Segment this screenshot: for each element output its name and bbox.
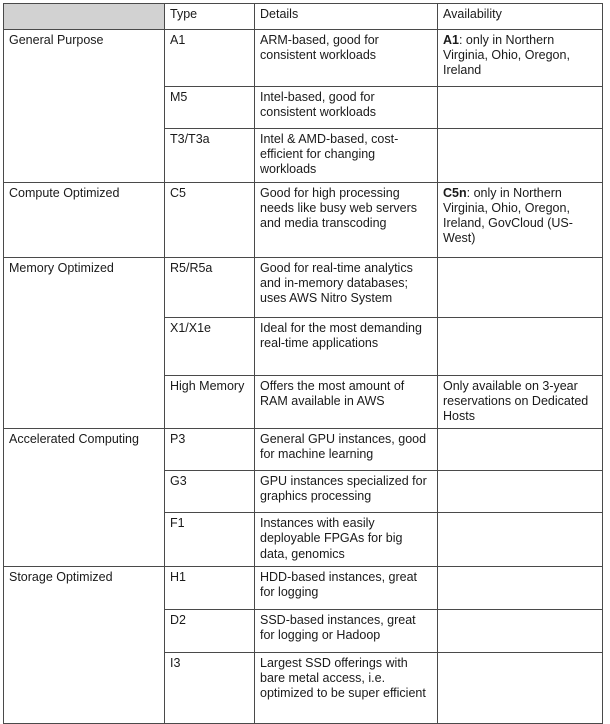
type-cell: C5 [165,182,255,257]
availability-cell [438,609,603,652]
availability-text: : only in Northern Virginia, Ohio, Oregon, Ireland, GovCloud (US-West) [443,185,573,246]
details-cell: Good for real-time analytics and in-memory databases; uses AWS Nitro System [255,257,438,317]
table-header-row [4,4,603,30]
details-cell: Offers the most amount of RAM available in AWS [255,375,438,429]
details-cell: Good for high processing needs like busy web servers and media transcoding [255,182,438,257]
availability-cell [438,429,603,471]
column-header-type: Type [165,4,255,30]
availability-cell [438,257,603,317]
availability-text: : only in Northern Virginia, Ohio, Oregon, Ireland [443,33,570,78]
details-cell: SSD-based instances, great for logging or Hadoop [255,609,438,652]
type-cell: G3 [165,471,255,513]
type-cell: X1/X1e [165,317,255,375]
table-row [4,429,603,471]
table-row [4,30,603,87]
column-header-details: Details [255,4,438,30]
availability-cell [438,471,603,513]
availability-cell [438,566,603,609]
availability-emphasis: C5n [443,185,467,200]
details-cell: GPU instances specialized for graphics processing [255,471,438,513]
type-cell: R5/R5a [165,257,255,317]
availability-cell [438,513,603,567]
type-cell: I3 [165,652,255,723]
category-cell-accelerated-computing: Accelerated Computing [4,429,165,567]
availability-text: Only available on 3-year reservations on Dedicated Hosts [443,378,589,424]
availability-cell [438,652,603,723]
details-cell: General GPU instances, good for machine learning [255,429,438,471]
availability-cell [438,30,603,87]
availability-cell [438,87,603,129]
category-cell-compute-optimized: Compute Optimized [4,182,165,257]
column-header-availability: Availability [438,4,603,30]
category-cell-general-purpose: General Purpose [4,30,165,183]
column-header-category [4,4,165,30]
category-cell-memory-optimized: Memory Optimized [4,257,165,429]
type-cell: D2 [165,609,255,652]
details-cell: Ideal for the most demanding real-time applications [255,317,438,375]
type-cell: A1 [165,30,255,87]
details-cell: Largest SSD offerings with bare metal access, i.e. optimized to be super efficient [255,652,438,723]
type-cell: F1 [165,513,255,567]
availability-cell [438,317,603,375]
type-cell: P3 [165,429,255,471]
details-cell: HDD-based instances, great for logging [255,566,438,609]
ec2-instance-types-table-container [3,3,602,724]
availability-cell [438,129,603,183]
ec2-instance-types-table [3,3,603,724]
type-cell: High Memory [165,375,255,429]
table-row [4,182,603,257]
table-row [4,566,603,609]
type-cell: T3/T3a [165,129,255,183]
table-row [4,257,603,317]
category-cell-storage-optimized: Storage Optimized [4,566,165,723]
table-header [4,4,603,30]
availability-cell [438,375,603,429]
availability-cell [438,182,603,257]
details-cell: ARM-based, good for consistent workloads [255,30,438,87]
type-cell: M5 [165,87,255,129]
details-cell: Instances with easily deployable FPGAs for big data, genomics [255,513,438,567]
availability-emphasis: A1 [443,33,459,47]
type-cell: H1 [165,566,255,609]
details-cell: Intel & AMD-based, cost-efficient for changing workloads [255,129,438,183]
table-body [4,30,603,724]
details-cell: Intel-based, good for consistent workloads [255,87,438,129]
